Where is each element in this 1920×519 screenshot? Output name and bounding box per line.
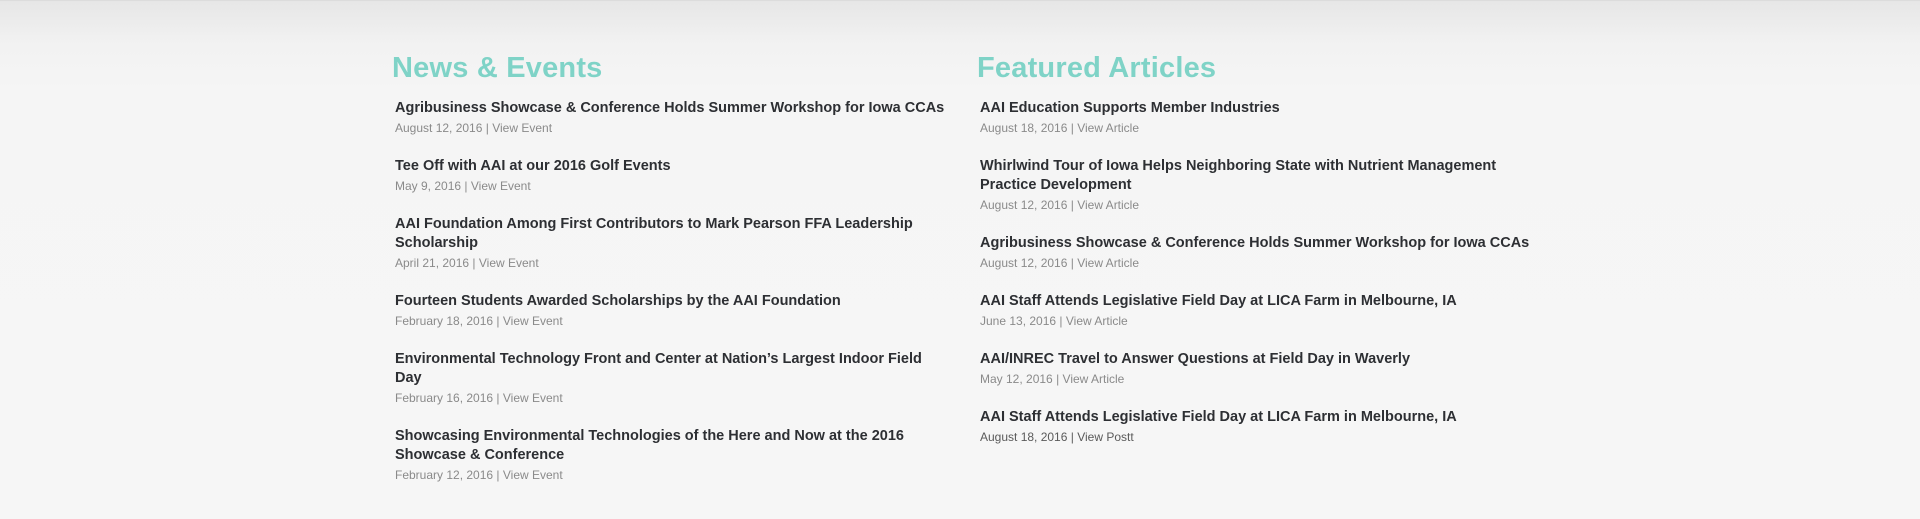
news-events-heading: News & Events	[392, 52, 603, 84]
article-item-date: May 12, 2016	[980, 372, 1053, 386]
news-item-title[interactable]: Agribusiness Showcase & Conference Holds Summer Workshop for Iowa CCAs	[395, 100, 945, 116]
view-article-link[interactable]: View Article	[1062, 372, 1125, 386]
view-event-link[interactable]: View Event	[502, 468, 563, 482]
view-event-link[interactable]: View Event	[478, 256, 539, 270]
view-article-link[interactable]: View Article	[1077, 198, 1140, 212]
article-item	[980, 350, 1547, 388]
news-item-meta	[395, 312, 952, 330]
article-item-meta	[980, 370, 1547, 388]
article-item	[980, 408, 1547, 446]
news-item-date: August 12, 2016	[395, 121, 483, 135]
news-item-meta	[395, 389, 952, 407]
news-item-title[interactable]: Environmental Technology Front and Center at Nation’s Largest Indoor Field Day	[395, 351, 922, 386]
article-item	[980, 157, 1547, 214]
news-item-date: April 21, 2016	[395, 256, 470, 270]
view-post-link[interactable]: View Postt	[1077, 430, 1134, 444]
meta-separator: |	[1056, 372, 1060, 386]
news-item-date: February 12, 2016	[395, 468, 494, 482]
news-item-meta	[395, 119, 952, 137]
news-events-list	[392, 99, 952, 484]
meta-separator: |	[1070, 198, 1074, 212]
news-events-column	[392, 50, 952, 504]
meta-separator: |	[464, 179, 468, 193]
news-item	[395, 350, 952, 407]
meta-separator: |	[496, 314, 500, 328]
article-item	[980, 99, 1547, 137]
view-article-link[interactable]: View Article	[1077, 121, 1140, 135]
news-item	[395, 99, 952, 137]
article-item-meta	[980, 312, 1547, 330]
article-item	[980, 292, 1547, 330]
news-item-date: February 18, 2016	[395, 314, 494, 328]
meta-separator: |	[496, 468, 500, 482]
article-item-meta	[980, 119, 1547, 137]
view-article-link[interactable]: View Article	[1077, 256, 1140, 270]
article-item-date: June 13, 2016	[980, 314, 1057, 328]
view-event-link[interactable]: View Event	[470, 179, 531, 193]
article-item-date: August 12, 2016	[980, 198, 1068, 212]
article-item-date: August 18, 2016	[980, 121, 1068, 135]
meta-separator: |	[1070, 121, 1074, 135]
news-item-meta	[395, 254, 952, 272]
meta-separator: |	[1070, 430, 1074, 444]
article-item-title[interactable]: AAI Staff Attends Legislative Field Day at LICA Farm in Melbourne, IA	[980, 409, 1457, 425]
article-item-title[interactable]: Agribusiness Showcase & Conference Holds Summer Workshop for Iowa CCAs	[980, 235, 1530, 251]
meta-separator: |	[1059, 314, 1063, 328]
news-item-meta	[395, 177, 952, 195]
meta-separator: |	[496, 391, 500, 405]
article-item-meta	[980, 196, 1547, 214]
article-item-date: August 18, 2016	[980, 430, 1068, 444]
article-item	[980, 234, 1547, 272]
news-item-meta	[395, 466, 952, 484]
news-item-title[interactable]: Showcasing Environmental Technologies of the Here and Now at the 2016 Showcase & Conference	[395, 428, 904, 463]
news-item-title[interactable]: Tee Off with AAI at our 2016 Golf Events	[395, 158, 671, 174]
news-item-title[interactable]: Fourteen Students Awarded Scholarships by the AAI Foundation	[395, 293, 841, 309]
news-item-date: May 9, 2016	[395, 179, 462, 193]
article-item-meta	[980, 254, 1547, 272]
featured-articles-list	[977, 99, 1547, 446]
news-item	[395, 427, 952, 484]
meta-separator: |	[472, 256, 476, 270]
view-event-link[interactable]: View Event	[492, 121, 553, 135]
article-item-title[interactable]: AAI Staff Attends Legislative Field Day at LICA Farm in Melbourne, IA	[980, 293, 1457, 309]
article-item-title[interactable]: AAI/INREC Travel to Answer Questions at Field Day in Waverly	[980, 351, 1411, 367]
article-item-title[interactable]: AAI Education Supports Member Industries	[980, 100, 1280, 116]
view-event-link[interactable]: View Event	[502, 314, 563, 328]
featured-articles-column	[977, 50, 1547, 466]
view-event-link[interactable]: View Event	[502, 391, 563, 405]
news-item-title[interactable]: AAI Foundation Among First Contributors to Mark Pearson FFA Leadership Scholarship	[395, 216, 913, 251]
featured-articles-heading: Featured Articles	[977, 52, 1217, 84]
news-item	[395, 292, 952, 330]
article-item-date: August 12, 2016	[980, 256, 1068, 270]
meta-separator: |	[1070, 256, 1074, 270]
news-item	[395, 215, 952, 272]
meta-separator: |	[485, 121, 489, 135]
news-item	[395, 157, 952, 195]
article-item-title[interactable]: Whirlwind Tour of Iowa Helps Neighboring State with Nutrient Management Practice Development	[980, 158, 1497, 193]
news-item-date: February 16, 2016	[395, 391, 494, 405]
article-item-meta	[980, 428, 1547, 446]
view-article-link[interactable]: View Article	[1065, 314, 1128, 328]
